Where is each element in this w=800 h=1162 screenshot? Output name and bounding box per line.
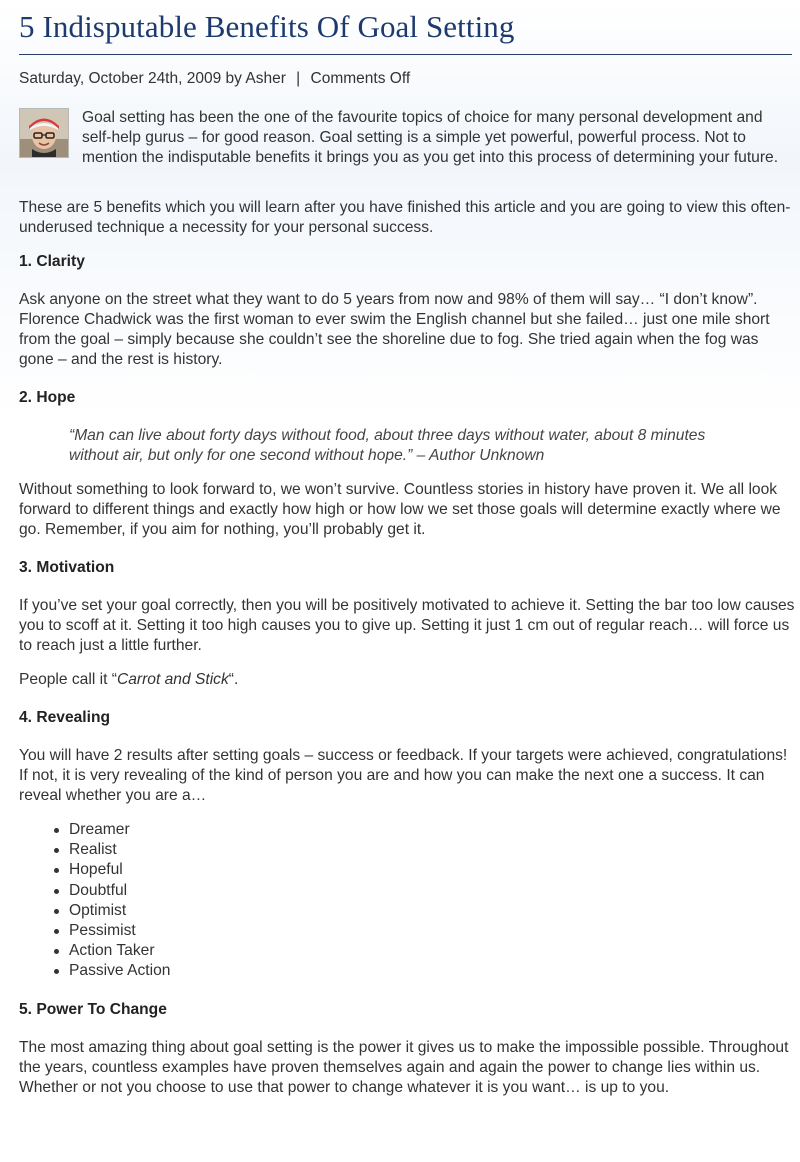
list-item: Optimist xyxy=(69,901,796,921)
power-to-change-paragraph: The most amazing thing about goal setting is the power it gives us to make the impossible possible. Throughout the years, countless examples have proven themselves again and again the power to change lies within us. Whether or not you choose to use that power to change whatever it is you want… is up to you. xyxy=(19,1038,789,1096)
list-item: Action Taker xyxy=(69,941,796,961)
author-avatar xyxy=(19,108,69,158)
by-word: by xyxy=(225,70,242,87)
list-item: Passive Action xyxy=(69,961,796,981)
hope-quote: “Man can live about forty days without food, about three days without water, about 8 minutes without air, but only for one second without hope.” – Author Unknown xyxy=(69,427,706,464)
title-divider xyxy=(19,54,792,55)
carrot-text-after: “. xyxy=(228,671,239,688)
meta-separator: | xyxy=(296,70,301,87)
motivation-paragraph: If you’ve set your goal correctly, then you will be positively motivated to achieve it. Setting the bar too low causes you to scoff at it. Setting it too high causes you to give up. Setting it just 1 cm out of regular reach… will force us to reach just a little further. xyxy=(19,597,795,654)
carrot-and-stick-paragraph xyxy=(19,670,796,690)
hope-paragraph: Without something to look forward to, we won’t survive. Countless stories in history have proven it. We all look forward to different things and exactly how high or how low we set those goals will determine exactly where we go. Remember, if you aim for nothing, you’ll probably get it. xyxy=(19,481,781,538)
carrot-and-stick-emphasis: Carrot and Stick xyxy=(116,671,229,688)
post-author: Asher xyxy=(245,70,286,87)
section-heading-hope: 2. Hope xyxy=(19,389,76,406)
section-heading-power-to-change: 5. Power To Change xyxy=(19,1000,167,1018)
post-meta xyxy=(19,69,800,89)
article-body xyxy=(19,108,800,1098)
list-item: Hopeful xyxy=(69,860,796,880)
intro-paragraph-2: These are 5 benefits which you will learn after you have finished this article and you are going to view this often-underused technique a necessity for your personal success. xyxy=(19,199,791,236)
intro-block xyxy=(19,108,796,182)
section-heading-revealing: 4. Revealing xyxy=(19,709,111,726)
avatar-photo-icon xyxy=(20,109,68,157)
section-heading-clarity: 1. Clarity xyxy=(19,253,85,270)
comments-status: Comments Off xyxy=(310,70,411,87)
list-item: Dreamer xyxy=(69,820,796,840)
intro-paragraph: Goal setting has been the one of the favourite topics of choice for many personal development and self-help gurus – for good reason. Goal setting is a simple yet powerful, powerful process. Not to mention the indisputable benefits it brings you as you get into this process of determining your future. xyxy=(82,109,779,166)
post-date: Saturday, October 24th, 2009 xyxy=(19,70,222,87)
article-title[interactable]: 5 Indisputable Benefits Of Goal Setting xyxy=(19,9,515,44)
clarity-paragraph: Ask anyone on the street what they want to do 5 years from now and 98% of them will say… “I don’t know”. Florence Chadwick was the first woman to ever swim the English channel but she failed… just one mile short from the goal – simply because she couldn’t see the shoreline due to fog. She tried again when the fog was gone – and the rest is history. xyxy=(19,291,770,368)
list-item: Pessimist xyxy=(69,921,796,941)
carrot-text-before: People call it “ xyxy=(19,671,117,688)
revealing-paragraph: You will have 2 results after setting goals – success or feedback. If your targets were achieved, congratulations! If not, it is very revealing of the kind of person you are and how you can make the next one a success. It can reveal whether you are a… xyxy=(19,747,788,804)
person-type-list xyxy=(19,820,796,982)
list-item: Realist xyxy=(69,840,796,860)
list-item: Doubtful xyxy=(69,881,796,901)
section-heading-motivation: 3. Motivation xyxy=(19,559,115,576)
